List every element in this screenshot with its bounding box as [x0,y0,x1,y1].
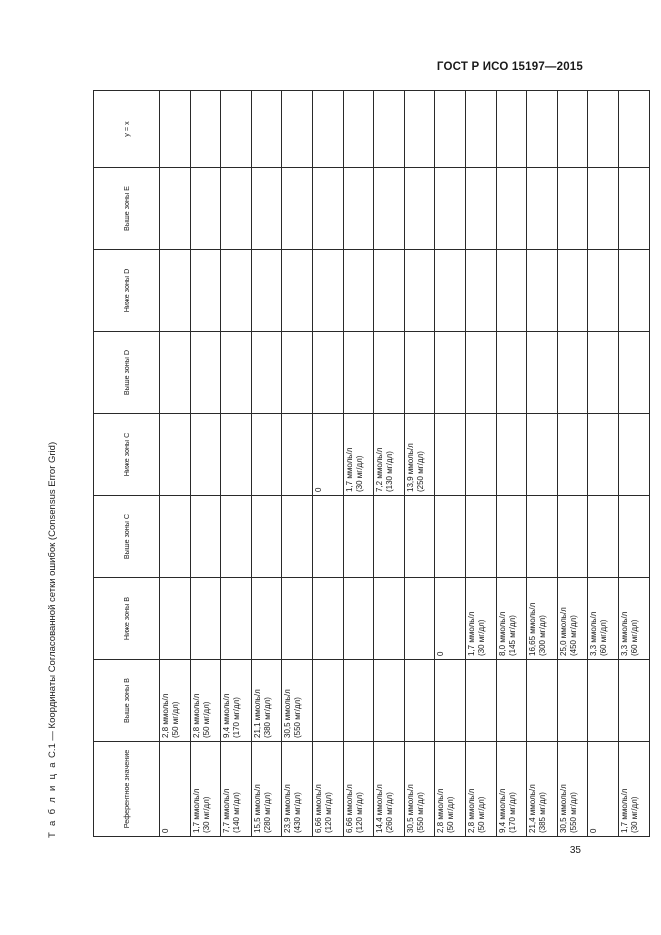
table-cell [557,660,588,742]
consensus-error-grid-table [93,90,650,837]
table-cell [618,496,649,578]
table-row [374,91,405,837]
table-cell [496,660,527,742]
table-cell [527,91,558,168]
table-cell: 2,8 ммоль/л (50 мг/дл) [435,742,466,837]
table-cell [251,250,282,332]
table-cell [190,250,221,332]
column-header: Выше зоны В [94,660,160,742]
table-cell [312,332,343,414]
table-cell: 13,9 ммоль/л (250 мг/дл) [404,414,435,496]
table-header-row [94,91,160,837]
table-cell [618,660,649,742]
table-cell [190,578,221,660]
table-cell [496,414,527,496]
table-cell [435,168,466,250]
table-cell [190,332,221,414]
table-cell [251,91,282,168]
table-cell [221,91,252,168]
table-cell [496,332,527,414]
table-cell [435,414,466,496]
table-cell [465,332,496,414]
table-cell [527,168,558,250]
table-cell [404,332,435,414]
table-cell [588,332,619,414]
table-cell: 21,4 ммоль/л (385 мг/дл) [527,742,558,837]
table-cell [618,91,649,168]
table-cell [343,660,374,742]
table-cell: 30,5 ммоль/л (550 мг/дл) [282,660,313,742]
table-cell [374,91,405,168]
table-cell [343,496,374,578]
table-cell [282,91,313,168]
column-header: Выше зоны D [94,332,160,414]
table-cell [312,496,343,578]
table-cell [404,91,435,168]
table-cell: 6,66 ммоль/л (120 мг/дл) [343,742,374,837]
table-cell: 3,3 ммоль/л (60 мг/дл) [618,578,649,660]
table-cell [588,414,619,496]
table-row [465,91,496,837]
table-cell [282,578,313,660]
table-caption [47,442,58,838]
table-cell [374,332,405,414]
table-cell [557,332,588,414]
table-cell [435,250,466,332]
table-cell [251,578,282,660]
table-cell [374,496,405,578]
document-standard-header: ГОСТ Р ИСО 15197—2015 [436,61,583,73]
table-cell [404,168,435,250]
table-cell [374,660,405,742]
table-cell: 0 [312,414,343,496]
table-row [221,91,252,837]
table-cell [465,496,496,578]
table-cell [557,414,588,496]
table-cell [435,660,466,742]
table-row [527,91,558,837]
table-cell [282,250,313,332]
table-cell [160,332,191,414]
table-cell [282,414,313,496]
table-cell [496,496,527,578]
table-cell [343,578,374,660]
table-cell [588,660,619,742]
table-row [557,91,588,837]
table-cell: 9,4 ммоль/л (170 мг/дл) [496,742,527,837]
table-cell [374,578,405,660]
table-cell [404,578,435,660]
table-cell [374,250,405,332]
table-row [496,91,527,837]
table-cell [282,168,313,250]
table-cell: 0 [588,742,619,837]
table-row [588,91,619,837]
table-cell: 14,4 ммоль/л (260 мг/дл) [374,742,405,837]
table-cell: 30,5 ммоль/л (550 мг/дл) [404,742,435,837]
table-cell: 2,8 ммоль/л (50 мг/дл) [190,660,221,742]
table-cell [343,91,374,168]
table-body [160,91,650,837]
table-cell [312,250,343,332]
table-cell [160,250,191,332]
rotated-table-wrapper [93,90,650,837]
table-cell [251,332,282,414]
table-cell [160,496,191,578]
column-header: Выше зоны С [94,496,160,578]
column-header: Ниже зоны С [94,414,160,496]
table-row [618,91,649,837]
table-cell [190,91,221,168]
table-cell: 0 [160,742,191,837]
column-header: Выше зоны Е [94,168,160,250]
table-cell [251,168,282,250]
table-cell [404,496,435,578]
table-cell: 2,8 ммоль/л (50 мг/дл) [465,742,496,837]
table-cell: 8,0 ммоль/л (145 мг/дл) [496,578,527,660]
table-cell [588,168,619,250]
table-cell: 30,5 ммоль/л (550 мг/дл) [557,742,588,837]
table-cell: 25,0 ммоль/л (450 мг/дл) [557,578,588,660]
table-cell [160,414,191,496]
table-cell [465,250,496,332]
column-header: Ниже зоны В [94,578,160,660]
table-cell [496,91,527,168]
table-cell: 2,8 ммоль/л (50 мг/дл) [160,660,191,742]
table-cell [465,414,496,496]
table-cell [618,250,649,332]
table-cell: 21,1 ммоль/л (380 мг/дл) [251,660,282,742]
column-header: y = x [94,91,160,168]
table-cell [312,91,343,168]
table-row [251,91,282,837]
table-cell [588,496,619,578]
table-cell [588,250,619,332]
table-cell: 3,3 ммоль/л (60 мг/дл) [588,578,619,660]
table-cell: 1,7 ммоль/л (30 мг/дл) [618,742,649,837]
table-row [160,91,191,837]
page-number: 35 [569,845,581,856]
table-cell: 1,7 ммоль/л (30 мг/дл) [190,742,221,837]
table-cell [557,168,588,250]
table-cell [557,496,588,578]
table-cell [618,414,649,496]
table-row [282,91,313,837]
table-cell: 1,7 ммоль/л (30 мг/дл) [343,414,374,496]
table-cell [588,91,619,168]
table-cell [465,91,496,168]
table-cell [465,660,496,742]
table-cell [160,91,191,168]
table-cell: 23,9 ммоль/л (430 мг/дл) [282,742,313,837]
table-cell [221,332,252,414]
table-cell [404,250,435,332]
table-cell [527,414,558,496]
table-cell [282,496,313,578]
table-cell [221,168,252,250]
table-row [190,91,221,837]
table-cell [465,168,496,250]
table-cell [527,250,558,332]
table-cell [527,660,558,742]
table-cell [404,660,435,742]
table-cell [435,91,466,168]
table-row [312,91,343,837]
table-cell [557,91,588,168]
table-cell [618,168,649,250]
table-cell [435,332,466,414]
table-cell [160,168,191,250]
table-cell [527,332,558,414]
table-cell: 16,65 ммоль/л (300 мг/дл) [527,578,558,660]
table-cell [282,332,313,414]
table-cell [312,168,343,250]
table-cell [190,168,221,250]
table-cell [221,496,252,578]
table-cell [251,496,282,578]
table-cell [435,496,466,578]
table-cell [221,414,252,496]
table-cell [618,332,649,414]
table-cell [221,250,252,332]
table-cell [343,332,374,414]
column-header: Референтное значение [94,742,160,837]
table-cell [221,578,252,660]
table-cell [190,496,221,578]
caption-prefix: Т а б л и ц а [47,760,58,838]
table-row [404,91,435,837]
table-cell [343,250,374,332]
table-row [435,91,466,837]
table-cell [190,414,221,496]
table-cell: 1,7 ммоль/л (30 мг/дл) [465,578,496,660]
table-cell [312,660,343,742]
table-cell [251,414,282,496]
table-cell: 7,7 ммоль/л (140 мг/дл) [221,742,252,837]
table-cell: 0 [435,578,466,660]
table-cell: 6,66 ммоль/л (120 мг/дл) [312,742,343,837]
table-cell [160,578,191,660]
table-row [343,91,374,837]
column-header: Ниже зоны D [94,250,160,332]
table-cell [374,168,405,250]
table-cell [496,168,527,250]
table-cell [312,578,343,660]
table-cell: 9,4 ммоль/л (170 мг/дл) [221,660,252,742]
table-cell [343,168,374,250]
table-cell: 7,2 ммоль/л (130 мг/дл) [374,414,405,496]
table-cell: 15,5 ммоль/л (280 мг/дл) [251,742,282,837]
table-cell [527,496,558,578]
caption-title: С.1 — Координаты Согласованной сетки ошибок (Consensus Error Grid) [47,441,58,761]
table-cell [496,250,527,332]
table-cell [557,250,588,332]
